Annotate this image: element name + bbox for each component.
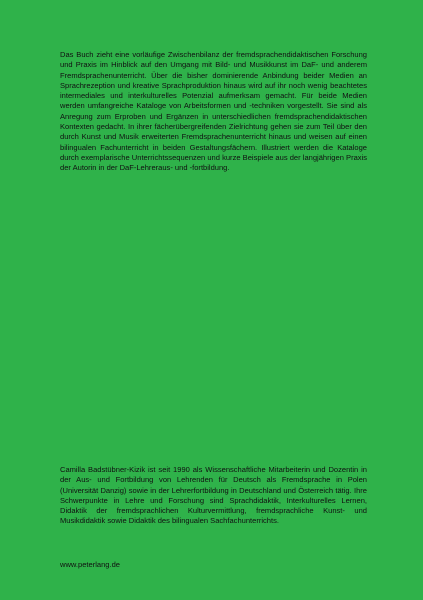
book-blurb: Das Buch zieht eine vorläufige Zwischenbilanz der fremdsprachendidaktischen Forschung und Praxis im Hinblick auf den Umgang mit Bild- und Musikkunst im DaF- und anderem Fremdsprachenunterricht. Über die bisher dominierende Anbindung beider Medien an Sprachrezeption und kreative Sprachproduktion hinaus wird auf ihr noch wenig beachtetes intermediales und interkulturelles Potenzial aufmerksam gemacht. Für beide Medien werden umfangreiche Kataloge von Arbeitsformen und -techniken vorgestellt. Sie sind als Anregung zum Erproben und Ergänzen in unterschiedlichen fremdsprachendidaktischen Kontexten gedacht. In ihrer fächerübergreifenden Zielrichtung gehen sie zum Teil über den durch Kunst und Musik erweiterten Fremdsprachenunterricht hinaus und weisen auf einen bilingualen Fachunterricht in beiden Gestaltungsfächern. Illustriert werden die Kataloge durch exemplarische Unterrichtssequenzen und kurze Beispiele aus der langjährigen Praxis der Autorin in der DaF-Lehreraus- und -fortbildung. [60,50,367,173]
publisher-website: www.peterlang.de [60,560,120,569]
author-bio: Camilla Badstübner-Kizik ist seit 1990 als Wissenschaftliche Mitarbeiterin und Dozentin in der Aus- und Fortbildung von Lehrenden für Deutsch als Fremdsprache in Polen (Universität Danzig) sowie in der Lehrerfortbildung in Deutschland und Österreich tätig. Ihre Schwerpunkte in Lehre und Forschung sind Sprachdidaktik, Interkulturelles Lernen, Didaktik der fremdsprachlichen Kulturvermittlung, fremdsprachliche Kunst- und Musikdidaktik sowie Didaktik des bilingualen Sachfachunterrichts. [60,465,367,526]
